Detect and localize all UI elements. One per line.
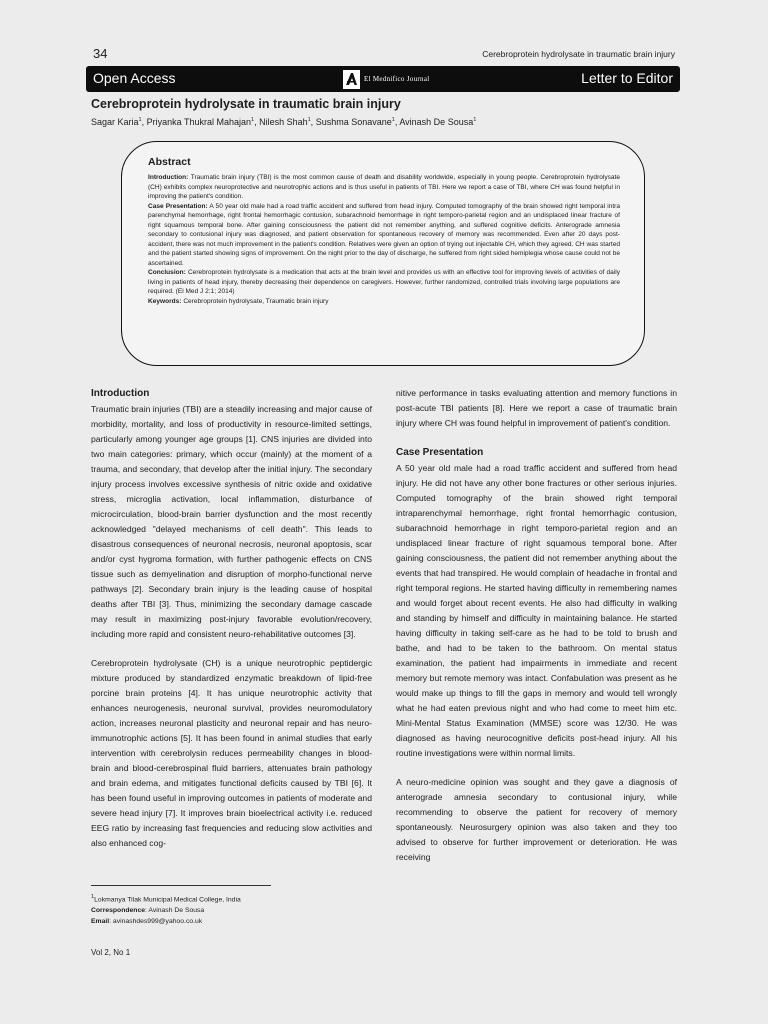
abstract-introduction: Introduction: Traumatic brain injury (TBI) is the most common cause of death and disability worldwide, especially in young people. Cerebroprotein hydrolysate (CH) exhibits complex neuroprotective and neurotrophic actions and is thus useful in patients of TBI. Here we report a case of TBI, where CH was found helpful in improving the patient's condition.	[148, 174, 621, 200]
journal-logo-text: El Mednifico Journal	[364, 75, 430, 83]
introduction-paragraph-1: Traumatic brain injuries (TBI) are a steadily increasing and major cause of morbidity, mortality, and loss of productivity in resource-limited settings, particularly among younger age groups [1]. CNS injuries are divided into two main categories: primary, which occur (mainly) at the moment of a trauma, and secondary, that develop after the initial injury. The secondary injury process involves excessive synthesis of nitric oxide and oxidative stress, microglia activation, local inflammation, disturbance of microcirculation, blood-brain barrier dysfunction and the most recently acknowledged "delayed mechanisms of cell death". This leads to disastrous consequences of neuronal necrosis, neuronal apoptosis, scar and/or cyst hygroma formation, with further pathogenic effects on CNS tissue such as demyelination and disruption of morpho-functional nerve pathways [2]. Secondary brain injury is the leading cause of hospital deaths after TBI [3]. Thus, minimizing the secondary damage cascade may result in maximizing post-injury favorable evolution/recovery, including more rapid and consistent neuro-rehabilitative outcomes [3].	[91, 404, 373, 639]
page-number: 34	[93, 46, 108, 61]
introduction-paragraph-2-continued: nitive performance in tasks evaluating attention and memory functions in post-acute TBI patients [8]. Here we report a case of traumatic brain injury where CH was found helpful in improvement of patient's condition.	[396, 388, 677, 428]
introduction-paragraph-2: Cerebroprotein hydrolysate (CH) is a unique neurotrophic peptidergic mixture produced by standardized enzymatic breakdown of lipid-free porcine brain proteins [4]. It has unique neurotrophic activity that enhances neurogenesis, neuronal survival, provides neuromodulatory action, increases neuronal plasticity and neuronal repair and has neuro-immunotrophic actions [5]. It has been found in animal studies that early intervention with cerebrolysin reduces permeability changes in blood-brain and blood-cerebrospinal fluid barriers, attenuates brain pathology and brain edema, and mitigates functional deficits caused by TBI [6]. It has been found useful in improving outcomes in patients of moderate and severe head injury [7]. It improves brain bioelectrical activity i.e. reduced EEG ratio by increasing fast frequencies and reducing slow activities and also enhanced cog-	[91, 658, 372, 848]
abstract-keywords: Keywords: Cerebroprotein hydrolysate, Traumatic brain injury	[148, 297, 329, 305]
case-paragraph-2: A neuro-medicine opinion was sought and they gave a diagnosis of anterograde amnesia secondary to contusional injury, while recommending to observe the patient for recovery of memory spontaneously. Neurosurgery opinion was also taken and they too advised to observe for further improvement or deterioration. He was receiving	[396, 777, 677, 862]
running-title: Cerebroprotein hydrolysate in traumatic brain injury	[482, 49, 675, 59]
abstract-case-presentation: Case Presentation: A 50 year old male had a road traffic accident and suffered from head injury. Computed tomography of the brain showed right temporal intra parenchymal hemorrhage, right frontal hemorrhagic contusion, subarachnoid hemorrhage in right temporo-parietal region and an undisplaced linear fracture of right squamous temporal bone. After gaining consciousness the patient did not remember anything, and suffered cognitive deficits. Anterograde amnesia secondary to contusional injury was diagnosed, and patient observation for spontaneous recovery of memory was recommended. Even after 20 days post-accident, there was not much improvement in the patient's condition. Relatives were given an option of trying out injectable CH, which they agreed. CH was started and the patient started showing signs of improvement. On the night prior to the day of discharge, he suffered from right sided hemiplegia whose cause could not be ascertained.	[148, 202, 620, 267]
author-name: Priyanka Thukral Mahajan$^1$	[146, 117, 255, 127]
introduction-heading: Introduction	[91, 388, 150, 399]
author-name: Sushma Sonavane$^1$	[315, 117, 395, 127]
footnote-rule	[91, 885, 271, 886]
footnotes	[91, 892, 241, 927]
correspondence-footnote: Correspondence: Avinash De Sousa	[91, 907, 205, 915]
article-title: Cerebroprotein hydrolysate in traumatic brain injury	[91, 97, 401, 111]
author-name: Avinash De Sousa$^1$	[399, 117, 477, 127]
case-presentation-heading: Case Presentation	[396, 447, 484, 458]
abstract-box	[121, 141, 645, 366]
author-name: Sagar Karia$^1$	[91, 117, 142, 127]
left-column	[91, 386, 372, 851]
journal-banner	[86, 66, 680, 92]
abstract-heading: Abstract	[148, 156, 191, 168]
journal-logo	[343, 69, 430, 89]
affiliation-footnote: $^1$Lokmanya Tilak Municipal Medical College, India	[91, 894, 241, 904]
right-column	[396, 386, 677, 865]
journal-logo-icon	[343, 70, 360, 89]
case-paragraph-1: A 50 year old male had a road traffic accident and suffered from head injury. He did not have any other bone fractures or other serious injuries. Computed tomography of the brain showed right temporal intraparenchymal hemorrhage, right frontal hemorrhagic contusion, subarachnoid hemorrhage in right temporo-parietal region and an undisplaced linear fracture of right squamous temporal bone. After gaining consciousness, the patient did not remember anything about the events that had transpired. He would complain of headache in frontal and right temporal regions. He started having difficulty in remembering names and would forget about recent events. He also had difficulty in walking and standing by himself and difficulty in maintaining balance. He started having difficulty in taking self-care as he had to be told to brush and bathe, and had to be taken to the bathroom. On mental status examination, the patient had impairments in immediate and recent memory but remote memory was intact. Confabulation was present as he would make up things to fill the gaps in memory and would tell wrongly what he had eaten previous night and who had come to meet him etc. Mini-Mental Status Examination (MMSE) score was 12/30. He was diagnosed as having neurocognitive deficits post-head injury. All his routine investigations were within normal limits.	[396, 463, 677, 758]
author-name: Nilesh Shah$^1$	[259, 117, 311, 127]
open-access-label: Open Access	[93, 70, 176, 86]
email-footnote[interactable]: Email: avinashdes999@yahoo.co.uk	[91, 918, 203, 926]
article-type-label: Letter to Editor	[581, 70, 673, 86]
volume-footer: Vol 2, No 1	[91, 948, 131, 957]
author-list: Sagar Karia$^1$, Priyanka Thukral Mahajan$^1$, Nilesh Shah$^1$, Sushma Sonavane$^1$, Avinash De Sousa$^1$	[91, 117, 477, 127]
abstract-conclusion: Conclusion: Cerebroprotein hydrolysate is a medication that acts at the brain level and provides us with an effective tool for improving levels of activities of daily living in patients of head injury, thereby decreasing their dependence on caregivers. However, further randomized, controlled trials involving large populations are required. (El Med J 2:1; 2014)	[148, 269, 620, 295]
